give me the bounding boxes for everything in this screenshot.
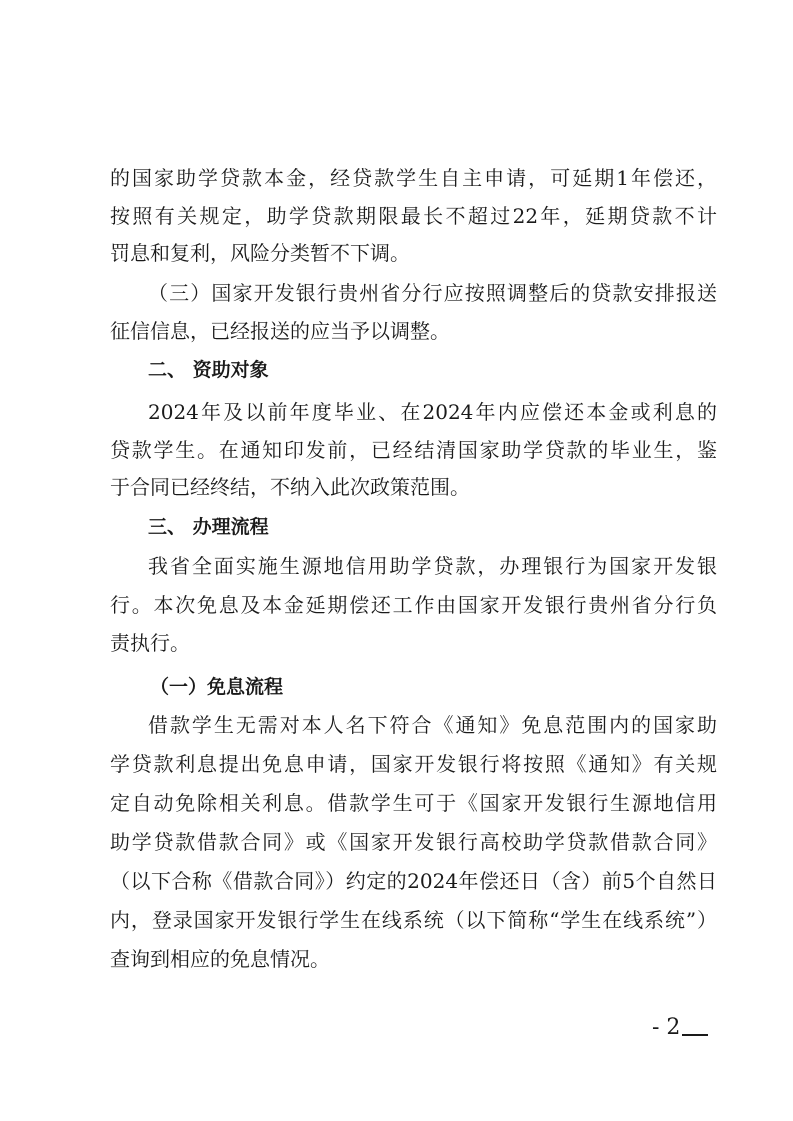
body-text-line: （以下合称《借款合同》）约定的2024年偿还日（含）前5个自然日 bbox=[110, 869, 717, 893]
body-text-line: 我省全面实施生源地信用助学贷款，办理银行为国家开发银 bbox=[148, 554, 717, 578]
body-text-line: 2024年及以前年度毕业、在2024年内应偿还本金或利息的 bbox=[148, 400, 717, 424]
body-text-line: 借款学生无需对本人名下符合《通知》免息范围内的国家助 bbox=[148, 713, 717, 737]
body-text-line: 定自动免除相关利息。借款学生可于《国家开发银行生源地信用 bbox=[110, 791, 717, 815]
body-text-line: 责执行。 bbox=[110, 631, 190, 655]
body-text-line: （三）国家开发银行贵州省分行应按照调整后的贷款安排报送 bbox=[148, 281, 717, 305]
page-number bbox=[652, 1014, 708, 1042]
body-text-line: 于合同已经终结，不纳入此次政策范围。 bbox=[110, 475, 470, 499]
body-text-line: 罚息和复利，风险分类暂不下调。 bbox=[110, 241, 410, 265]
body-text-line: 按照有关规定，助学贷款期限最长不超过22年，延期贷款不计 bbox=[110, 204, 717, 228]
body-text-line: 贷款学生。在通知印发前，已经结清国家助学贷款的毕业生，鉴 bbox=[110, 438, 717, 462]
body-text-line: 内，登录国家开发银行学生在线系统（以下简称“学生在线系统”） bbox=[110, 908, 717, 932]
body-text-line: 行。本次免息及本金延期偿还工作由国家开发银行贵州省分行负 bbox=[110, 593, 717, 617]
body-text-line: 的国家助学贷款本金，经贷款学生自主申请，可延期1年偿还， bbox=[110, 166, 717, 190]
section-heading-3: 三、 办理流程 bbox=[148, 516, 269, 538]
section-heading-2: 二、 资助对象 bbox=[148, 359, 269, 381]
body-text-line: 征信信息，已经报送的应当予以调整。 bbox=[110, 319, 450, 343]
page-number-underline bbox=[682, 1034, 708, 1036]
subsection-heading: （一）免息流程 bbox=[150, 676, 284, 698]
body-text-line: 学贷款利息提出免息申请，国家开发银行将按照《通知》有关规 bbox=[110, 752, 717, 776]
body-text-line: 助学贷款借款合同》或《国家开发银行高校助学贷款借款合同》 bbox=[110, 830, 717, 854]
page-number-text: - 2 bbox=[652, 1015, 681, 1040]
body-text-line: 查询到相应的免息情况。 bbox=[110, 947, 330, 971]
